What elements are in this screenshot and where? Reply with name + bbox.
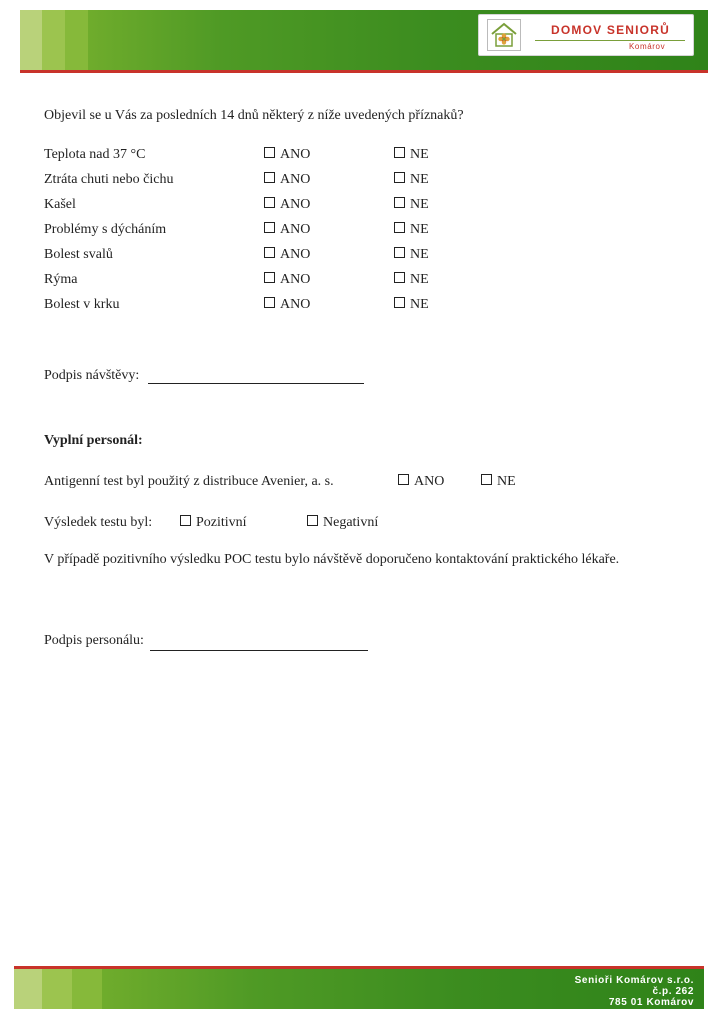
checkbox-box[interactable] [394, 147, 405, 158]
staff-signature-label: Podpis personálu: [44, 633, 144, 648]
symptom-no-checkbox[interactable] [394, 197, 429, 213]
house-with-flower-icon [487, 19, 521, 51]
symptom-yes-checkbox[interactable] [264, 297, 310, 313]
visitor-signature-line[interactable] [148, 383, 364, 384]
org-name: DOMOV SENIORŮ [551, 23, 670, 37]
symptom-label: Kašel [44, 197, 76, 212]
symptom-no-checkbox[interactable] [394, 147, 429, 163]
checkbox-label: NE [410, 272, 429, 287]
visitor-signature-label: Podpis návštěvy: [44, 368, 140, 383]
checkbox-label: NE [410, 197, 429, 212]
checkbox-label: NE [410, 297, 429, 312]
org-city: Komárov [629, 42, 666, 51]
checkbox-box[interactable] [481, 474, 492, 485]
checkbox-label: ANO [280, 272, 311, 287]
symptom-no-checkbox[interactable] [394, 297, 429, 313]
symptom-label: Problémy s dýcháním [44, 222, 167, 237]
org-logo [478, 14, 694, 56]
checkbox-label: ANO [280, 247, 311, 262]
symptom-yes-checkbox[interactable] [264, 197, 310, 213]
result-positive-checkbox[interactable] [180, 515, 247, 531]
staff-section-heading: Vyplní personál: [44, 433, 143, 448]
footer-company: Senioři Komárov s.r.o. [574, 975, 694, 986]
checkbox-box[interactable] [264, 222, 275, 233]
checkbox-box[interactable] [394, 247, 405, 258]
checkbox-label: ANO [280, 297, 311, 312]
symptom-no-checkbox[interactable] [394, 272, 429, 288]
checkbox-box[interactable] [394, 197, 405, 208]
symptom-label: Bolest v krku [44, 297, 120, 312]
checkbox-label: ANO [280, 222, 311, 237]
checkbox-label: NE [410, 172, 429, 187]
symptoms-question: Objevil se u Vás za posledních 14 dnů některý z níže uvedených příznaků? [44, 108, 464, 123]
symptom-label: Rýma [44, 272, 78, 287]
footer-postcode-city: 785 01 Komárov [608, 997, 694, 1008]
symptom-no-checkbox[interactable] [394, 247, 429, 263]
checkbox-box[interactable] [180, 515, 191, 526]
symptom-no-checkbox[interactable] [394, 172, 429, 188]
checkbox-box[interactable] [264, 297, 275, 308]
checkbox-box[interactable] [394, 297, 405, 308]
test-result-label: Výsledek testu byl: [44, 515, 153, 530]
staff-signature-line[interactable] [150, 650, 368, 651]
symptom-label: Teplota nad 37 °C [44, 147, 146, 162]
checkbox-box[interactable] [264, 172, 275, 183]
checkbox-box[interactable] [394, 272, 405, 283]
symptom-yes-checkbox[interactable] [264, 272, 310, 288]
checkbox-box[interactable] [398, 474, 409, 485]
checkbox-label: NE [410, 222, 429, 237]
symptom-label: Ztráta chuti nebo čichu [44, 172, 174, 187]
checkbox-label: Negativní [323, 515, 379, 530]
symptom-yes-checkbox[interactable] [264, 147, 310, 163]
antigen-test-text: Antigenní test byl použitý z distribuce Avenier, a. s. [44, 474, 334, 489]
checkbox-box[interactable] [264, 197, 275, 208]
checkbox-label: ANO [280, 172, 311, 187]
header-divider [20, 70, 708, 73]
recommendation-text: V případě pozitivního výsledku POC testu bylo návštěvě doporučeno kontaktování praktického lékaře. [44, 552, 620, 567]
antigen-yes-checkbox[interactable] [398, 474, 444, 490]
footer-house-number: č.p. 262 [652, 986, 694, 997]
checkbox-label: Pozitivní [196, 515, 247, 530]
symptom-yes-checkbox[interactable] [264, 222, 310, 238]
checkbox-label: ANO [280, 147, 311, 162]
checkbox-box[interactable] [307, 515, 318, 526]
symptom-no-checkbox[interactable] [394, 222, 429, 238]
checkbox-label: NE [497, 474, 516, 489]
checkbox-label: ANO [414, 474, 445, 489]
checkbox-box[interactable] [394, 222, 405, 233]
checkbox-box[interactable] [264, 247, 275, 258]
symptom-yes-checkbox[interactable] [264, 172, 310, 188]
checkbox-box[interactable] [264, 147, 275, 158]
antigen-no-checkbox[interactable] [481, 474, 516, 490]
checkbox-box[interactable] [264, 272, 275, 283]
checkbox-label: NE [410, 147, 429, 162]
symptom-yes-checkbox[interactable] [264, 247, 310, 263]
logo-divider [535, 40, 685, 41]
checkbox-box[interactable] [394, 172, 405, 183]
symptom-label: Bolest svalů [44, 247, 113, 262]
footer-address [575, 975, 694, 1008]
checkbox-label: ANO [280, 197, 311, 212]
result-negative-checkbox[interactable] [307, 515, 378, 531]
checkbox-label: NE [410, 247, 429, 262]
